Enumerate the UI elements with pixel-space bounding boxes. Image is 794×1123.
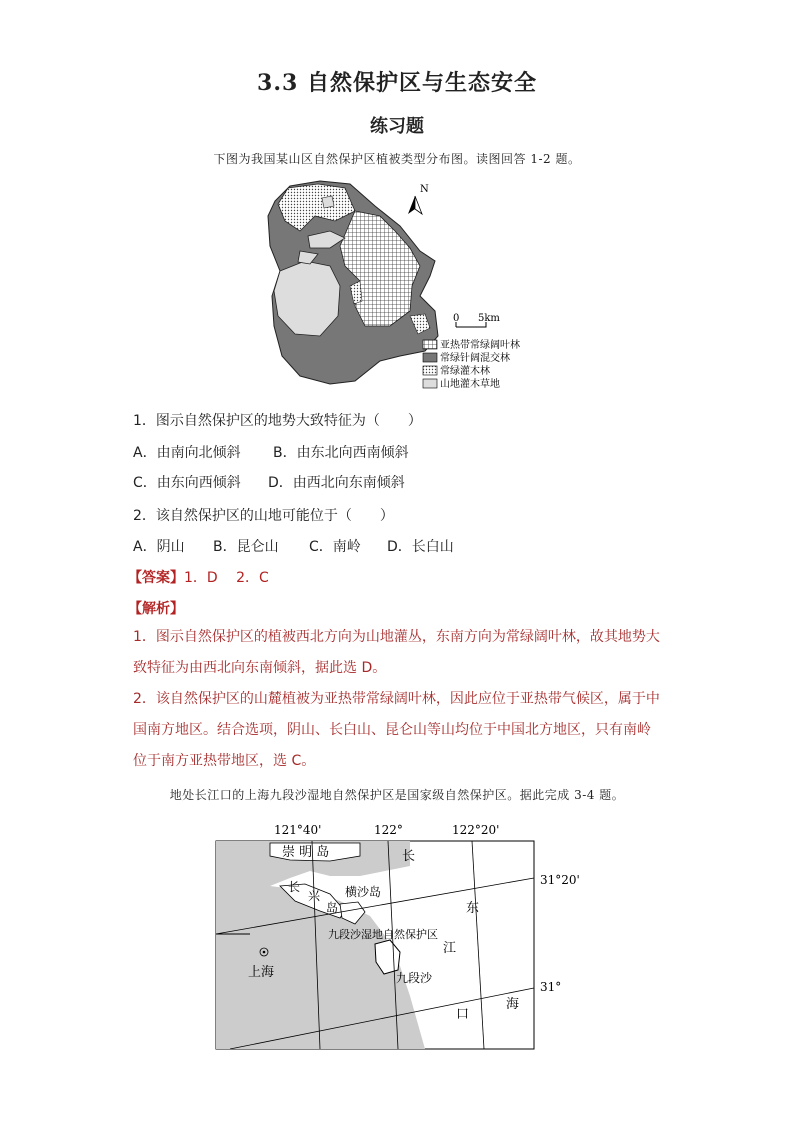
q2-option-a: A．阴山 <box>133 539 185 555</box>
lat-31-20: 31°20' <box>540 873 580 887</box>
analysis-p2: 2．该自然保护区的山麓植被为亚热带常绿阔叶林，因此应位于亚热带气候区，属于中国南方地区。结合选项，阴山、长白山、昆仑山等山均位于中国北方地区，只有南岭位于南方亚热带地区，选 C。 <box>133 691 660 769</box>
scale-zero: 0 <box>453 313 460 324</box>
lon-122: 122° <box>374 823 403 837</box>
vegetation-map <box>260 176 550 398</box>
dong-label: 东 <box>466 901 480 916</box>
intro-text-1: 下图为我国某山区自然保护区植被类型分布图。读图回答 1-2 题。 <box>213 152 581 166</box>
legend-broadleaf: 亚热带常绿阔叶林 <box>440 340 520 351</box>
legend-grass: 山地灌木草地 <box>440 379 500 390</box>
hai-label: 海 <box>506 997 520 1012</box>
xing-label: 兴 <box>308 889 321 903</box>
analysis-header <box>128 598 184 618</box>
legend-shrub: 常绿灌木林 <box>440 366 490 377</box>
jiang-label: 江 <box>443 941 457 956</box>
q2-option-c: C．南岭 <box>309 539 361 555</box>
q2-options <box>133 536 454 556</box>
lon-121-40: 121°40' <box>274 823 322 837</box>
jiuduansha-label: 九段沙 <box>396 971 433 985</box>
q1-options-row2 <box>133 472 405 492</box>
estuary-map <box>210 816 590 1056</box>
shanghai-label: 上海 <box>248 965 275 980</box>
page-title: 3.3 自然保护区与生态安全 <box>257 70 537 96</box>
scale-km: 5km <box>478 313 500 324</box>
q2-option-b: B．昆仑山 <box>213 539 279 555</box>
q1-stem: 1．图示自然保护区的地势大致特征为（ ） <box>133 413 422 429</box>
dao-label: 岛 <box>326 901 339 915</box>
lat-31: 31° <box>540 980 562 994</box>
page-subtitle: 练习题 <box>370 116 424 137</box>
q1-options-row1 <box>133 442 409 462</box>
chongming-label: 崇 明 岛 <box>282 845 330 860</box>
kou-label: 口 <box>456 1007 470 1022</box>
analysis-tag: 【解析】 <box>128 601 184 617</box>
chang-label-1: 长 <box>288 880 301 894</box>
intro-text-2: 地处长江口的上海九段沙湿地自然保护区是国家级自然保护区。据此完成 3-4 题。 <box>169 788 625 802</box>
q2-stem: 2．该自然保护区的山地可能位于（ ） <box>133 508 394 524</box>
answer-line <box>128 567 269 587</box>
chang-label-2: 长 <box>402 849 416 864</box>
answer-text: 1．D 2．C <box>184 570 269 586</box>
lon-122-20: 122°20' <box>452 823 500 837</box>
analysis-p1: 1．图示自然保护区的植被西北方向为山地灌丛，东南方向为常绿阔叶林，故其地势大致特征为由西北向东南倾斜，据此选 D。 <box>133 629 660 676</box>
reserve-label: 九段沙湿地自然保护区 <box>328 928 438 941</box>
q1-option-d: D．由西北向东南倾斜 <box>268 475 405 491</box>
north-arrow-icon <box>408 196 422 214</box>
answer-tag: 【答案】 <box>128 570 184 586</box>
legend <box>423 338 520 390</box>
hengsha-label: 横沙岛 <box>345 885 382 899</box>
legend-mixed: 常绿针阔混交林 <box>440 353 510 364</box>
q1-option-b: B．由东北向西南倾斜 <box>273 445 409 461</box>
q1-option-a: A．由南向北倾斜 <box>133 445 241 461</box>
q1-option-c: C．由东向西倾斜 <box>133 475 241 491</box>
north-label: N <box>420 184 429 195</box>
q2-option-d: D．长白山 <box>387 539 454 555</box>
